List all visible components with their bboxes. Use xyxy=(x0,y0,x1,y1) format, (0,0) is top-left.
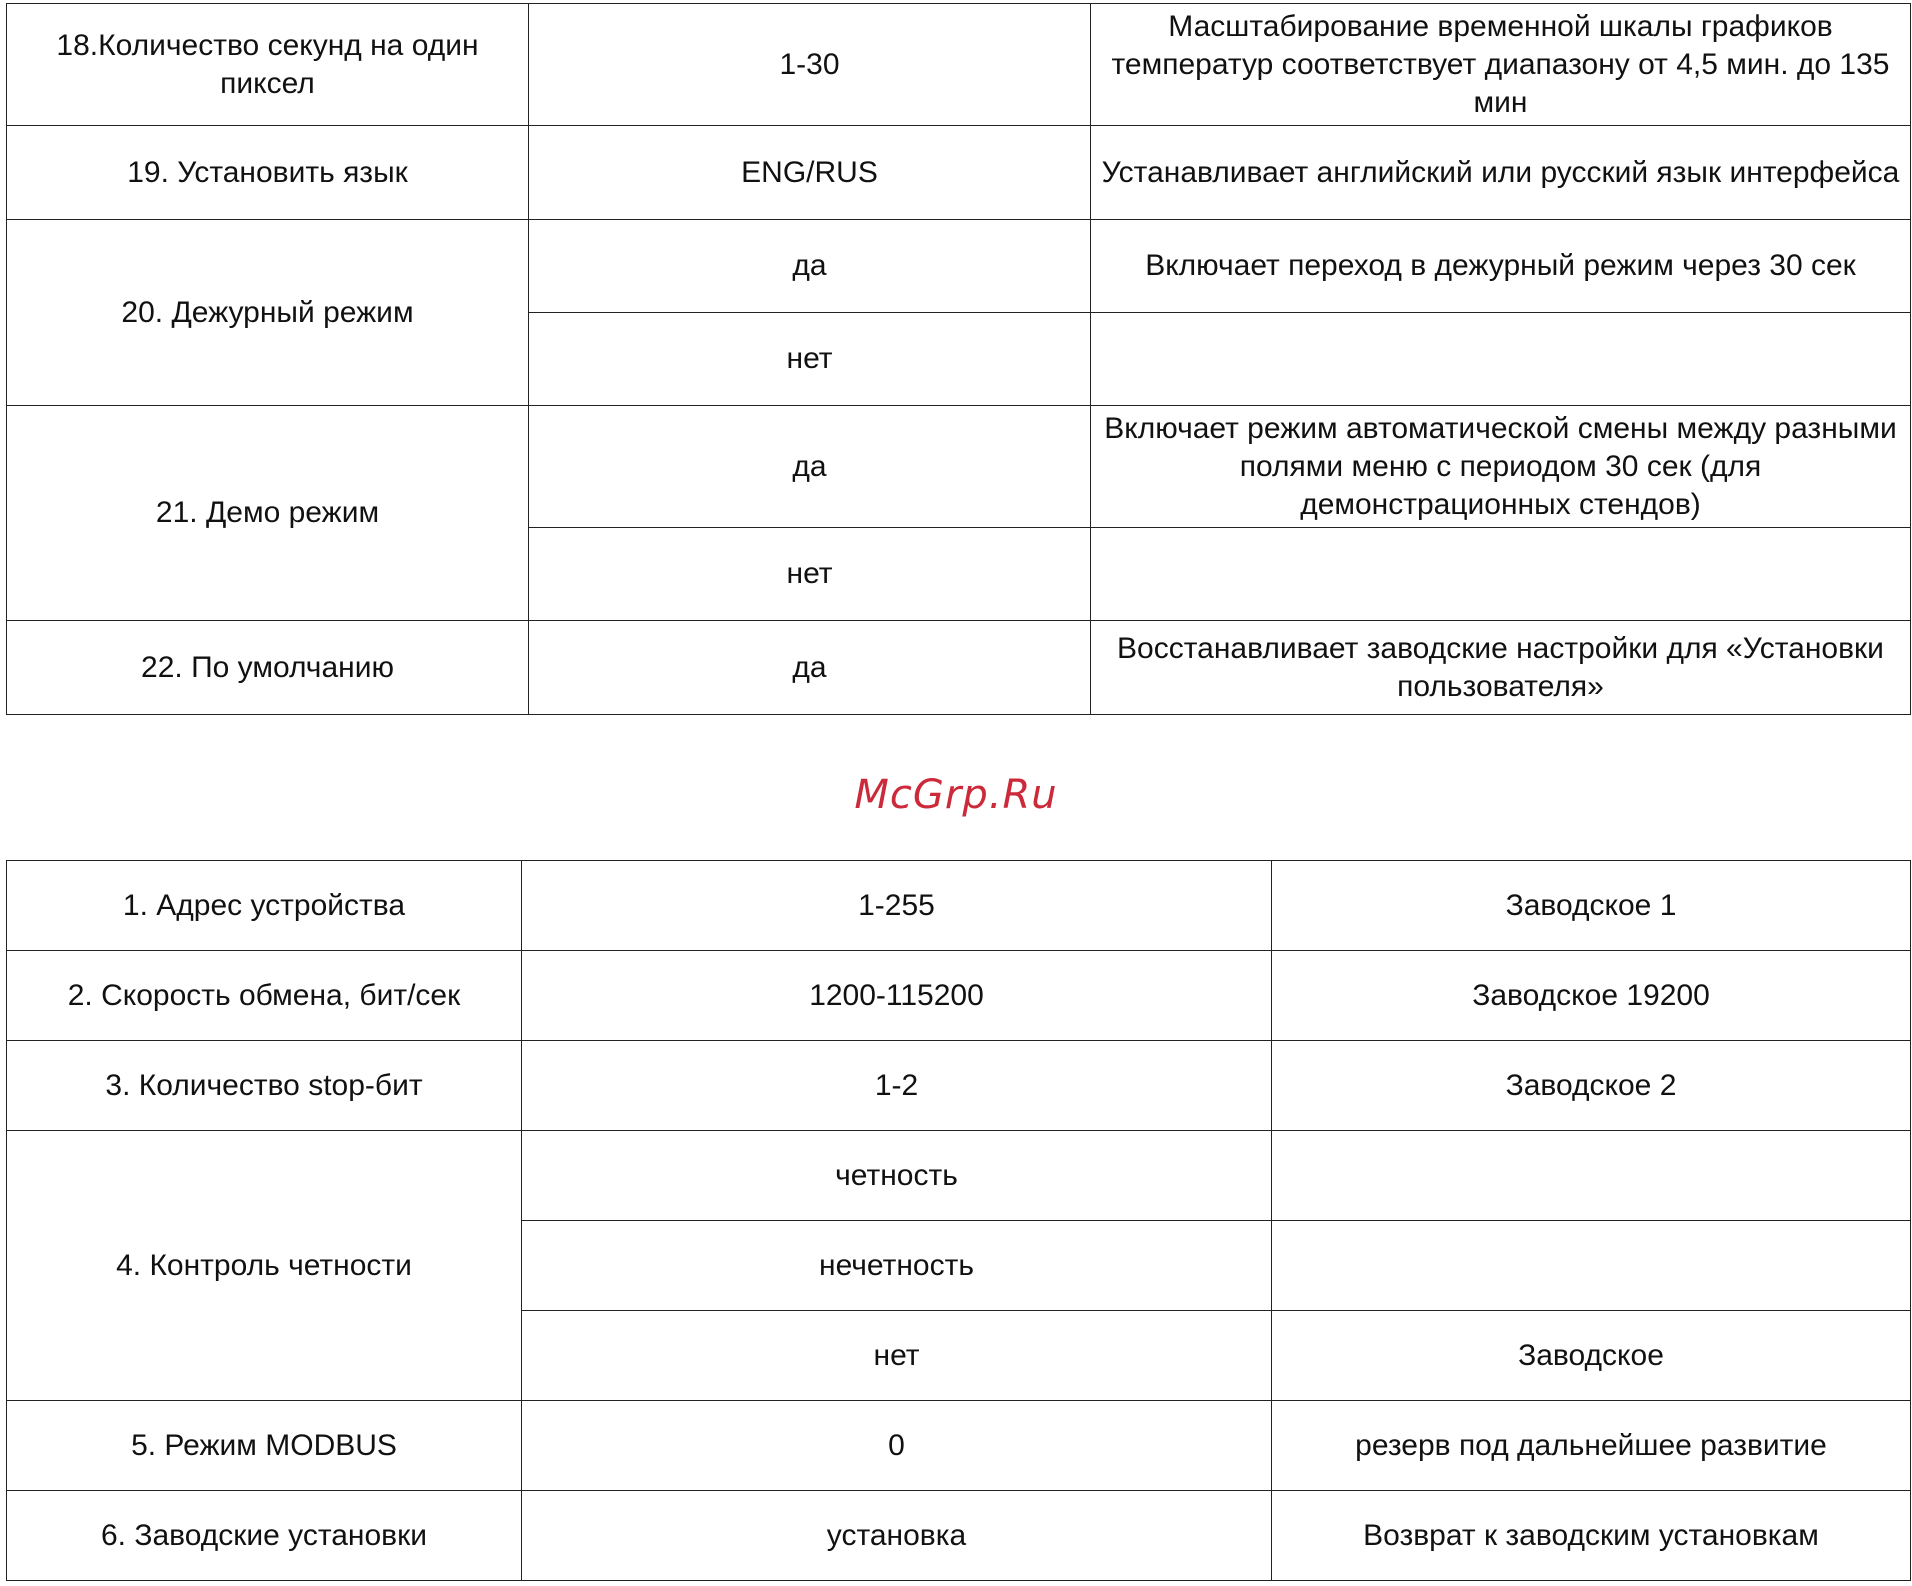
table-row xyxy=(7,621,1911,715)
note-cell: Возврат к заводским установкам xyxy=(1272,1491,1911,1581)
value-cell: 1-30 xyxy=(529,4,1091,126)
note-cell xyxy=(1272,1131,1911,1221)
value-cell: ENG/RUS xyxy=(529,126,1091,220)
param-cell: 18.Количество секунд на один пиксел xyxy=(7,4,529,126)
table-row xyxy=(7,1041,1911,1131)
param-cell: 21. Демо режим xyxy=(7,406,529,621)
description-cell xyxy=(1091,528,1911,621)
table-row xyxy=(7,220,1911,313)
value-cell: 1-255 xyxy=(522,861,1272,951)
param-cell: 4. Контроль четности xyxy=(7,1131,522,1401)
table-row xyxy=(7,1491,1911,1581)
value-cell: нет xyxy=(529,313,1091,406)
value-cell: установка xyxy=(522,1491,1272,1581)
note-cell: Заводское xyxy=(1272,1311,1911,1401)
param-cell: 20. Дежурный режим xyxy=(7,220,529,406)
table-row xyxy=(7,1401,1911,1491)
description-cell: Включает переход в дежурный режим через 30 сек xyxy=(1091,220,1911,313)
watermark: McGrp.Ru xyxy=(854,772,1058,818)
note-cell xyxy=(1272,1221,1911,1311)
value-cell: 1-2 xyxy=(522,1041,1272,1131)
param-cell: 5. Режим MODBUS xyxy=(7,1401,522,1491)
note-cell: Заводское 19200 xyxy=(1272,951,1911,1041)
note-cell: Заводское 2 xyxy=(1272,1041,1911,1131)
description-cell: Устанавливает английский или русский язык интерфейса xyxy=(1091,126,1911,220)
param-cell: 3. Количество stop-бит xyxy=(7,1041,522,1131)
table-row xyxy=(7,406,1911,528)
value-cell: да xyxy=(529,621,1091,715)
table-row xyxy=(7,951,1911,1041)
settings-table-top xyxy=(6,3,1911,715)
note-cell: резерв под дальнейшее развитие xyxy=(1272,1401,1911,1491)
note-cell: Заводское 1 xyxy=(1272,861,1911,951)
description-cell: Восстанавливает заводские настройки для «Установки пользователя» xyxy=(1091,621,1911,715)
value-cell: да xyxy=(529,406,1091,528)
table-row xyxy=(7,861,1911,951)
param-cell: 6. Заводские установки xyxy=(7,1491,522,1581)
value-cell: нет xyxy=(529,528,1091,621)
table-row xyxy=(7,1131,1911,1221)
value-cell: 1200-115200 xyxy=(522,951,1272,1041)
param-cell: 22. По умолчанию xyxy=(7,621,529,715)
description-cell: Масштабирование временной шкалы графиков температур соответствует диапазону от 4,5 мин. до 135 мин xyxy=(1091,4,1911,126)
param-cell: 19. Установить язык xyxy=(7,126,529,220)
description-cell xyxy=(1091,313,1911,406)
value-cell: четность xyxy=(522,1131,1272,1221)
settings-table-bottom xyxy=(6,860,1911,1581)
param-cell: 1. Адрес устройства xyxy=(7,861,522,951)
value-cell: нет xyxy=(522,1311,1272,1401)
value-cell: нечетность xyxy=(522,1221,1272,1311)
table-row xyxy=(7,4,1911,126)
param-cell: 2. Скорость обмена, бит/сек xyxy=(7,951,522,1041)
description-cell: Включает режим автоматической смены между разными полями меню с периодом 30 сек (для демонстрационных стендов) xyxy=(1091,406,1911,528)
value-cell: 0 xyxy=(522,1401,1272,1491)
table-row xyxy=(7,126,1911,220)
value-cell: да xyxy=(529,220,1091,313)
